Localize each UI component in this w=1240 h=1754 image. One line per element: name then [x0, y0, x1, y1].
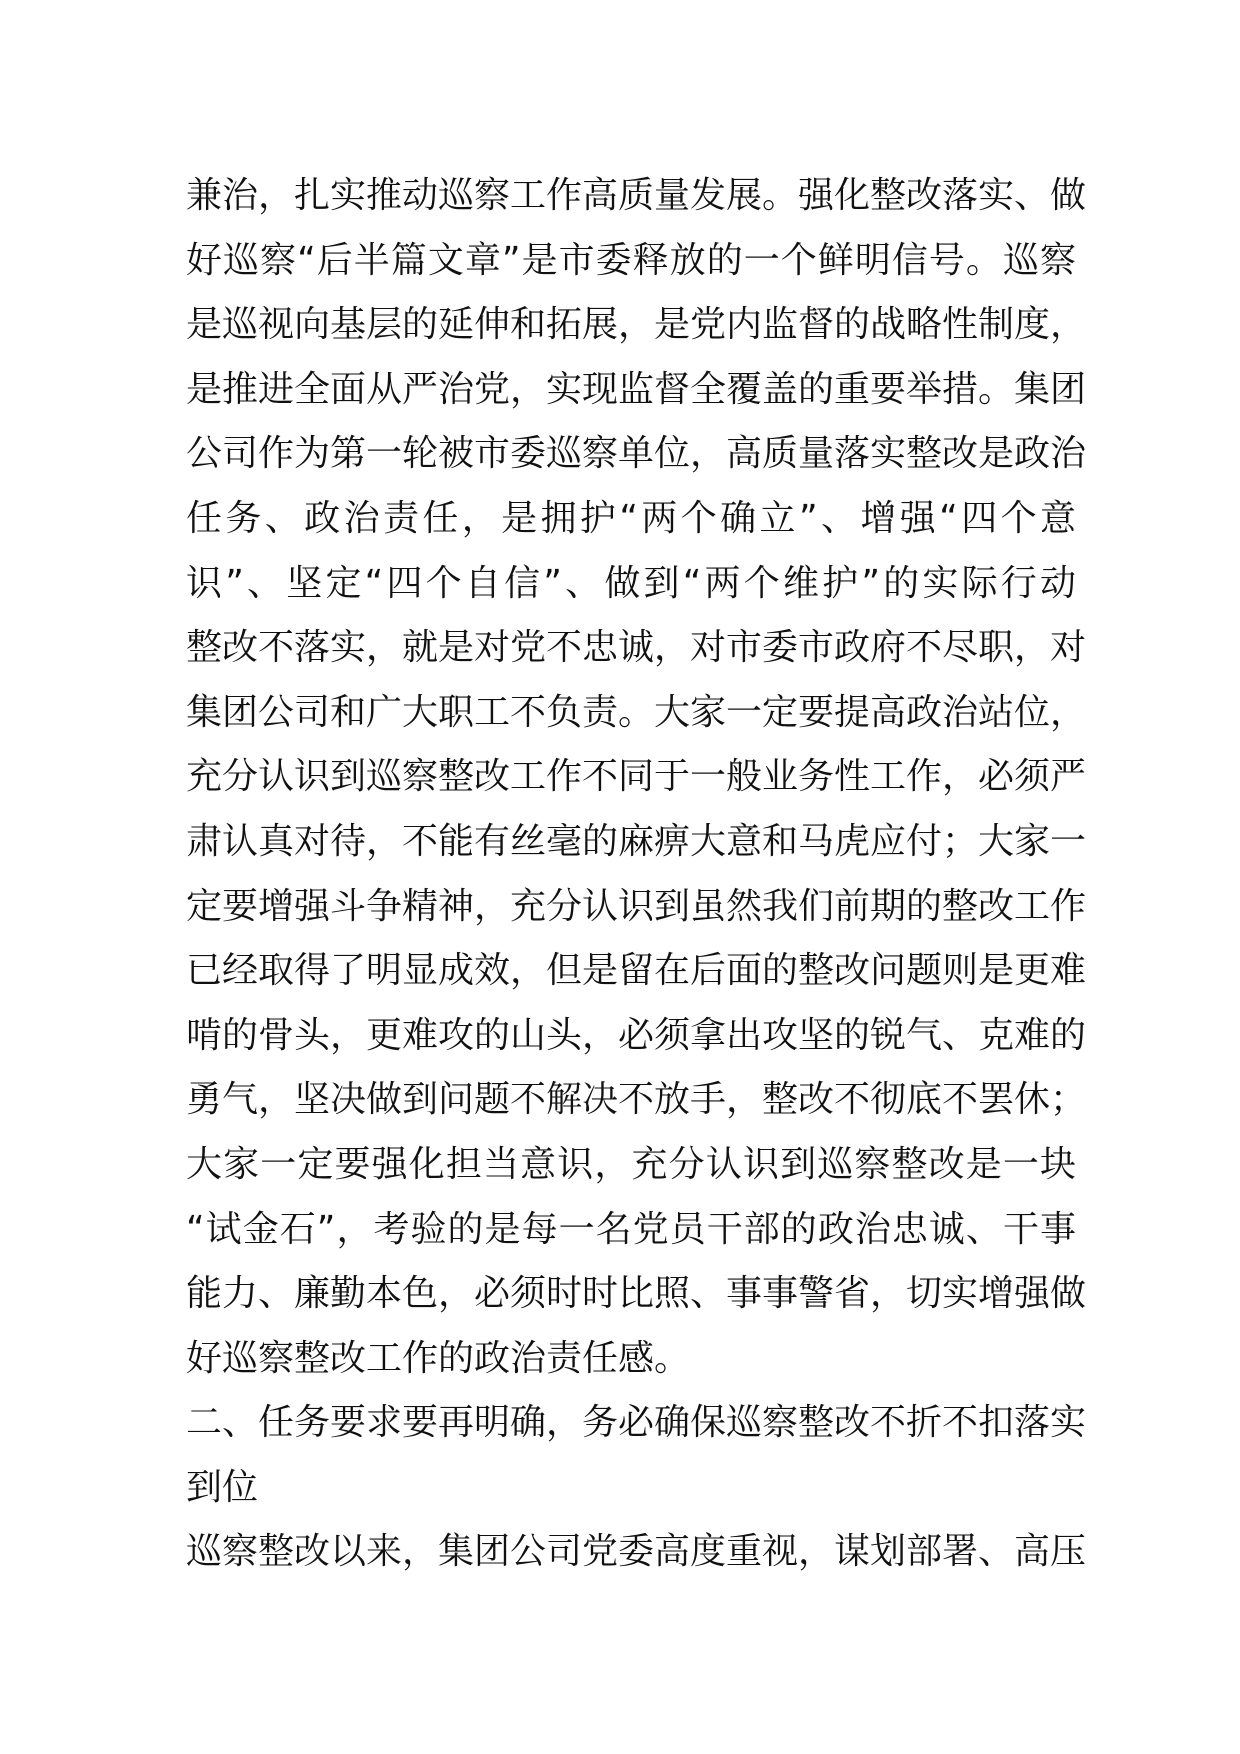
text-line: 好巡察“后半篇文章”是市委释放的一个鲜明信号。巡察 [186, 239, 1076, 281]
text-line: 好巡察整改工作的政治责任感。 [186, 1337, 691, 1379]
text-line: 是推进全面从严治党，实现监督全覆盖的重要举措。集团 [186, 368, 1087, 410]
text-line: 识”、坚定“四个自信”、做到“两个维护”的实际行动 [186, 562, 1076, 604]
text-line: 能力、廉勤本色，必须时时比照、事事警省，切实增强做 [186, 1273, 1087, 1315]
text-line: 肃认真对待，不能有丝毫的麻痹大意和马虎应付；大家一 [186, 820, 1087, 862]
text-line: 啃的骨头，更难攻的山头，必须拿出攻坚的锐气、克难的 [186, 1014, 1087, 1056]
text-line: 集团公司和广大职工不负责。大家一定要提高政治站位， [186, 691, 1087, 733]
text-line: 是巡视向基层的延伸和拓展，是党内监督的战略性制度， [186, 304, 1087, 346]
text-line: 整改不落实，就是对党不忠诚，对市委市政府不尽职，对 [186, 627, 1087, 669]
text-line: “试金石”，考验的是每一名党员干部的政治忠诚、干事 [186, 1208, 1076, 1250]
text-line: 兼治，扎实推动巡察工作高质量发展。强化整改落实、做 [186, 175, 1087, 216]
text-line: 公司作为第一轮被市委巡察单位，高质量落实整改是政治 [186, 433, 1087, 475]
text-line: 任务、政治责任，是拥护“两个确立”、增强“四个意 [186, 497, 1076, 539]
section-heading-line: 二、任务要求要再明确，务必确保巡察整改不折不扣落实 [186, 1402, 1087, 1444]
section-heading-line: 到位 [186, 1466, 259, 1508]
text-line: 巡察整改以来，集团公司党委高度重视，谋划部署、高压 [186, 1531, 1087, 1573]
text-line: 大家一定要强化担当意识，充分认识到巡察整改是一块 [186, 1143, 1076, 1185]
document-body [186, 164, 1087, 1585]
text-line: 定要增强斗争精神，充分认识到虽然我们前期的整改工作 [186, 885, 1087, 927]
text-line: 充分认识到巡察整改工作不同于一般业务性工作，必须严 [186, 756, 1087, 798]
text-line: 已经取得了明显成效，但是留在后面的整改问题则是更难 [186, 950, 1087, 992]
text-line: 勇气，坚决做到问题不解决不放手，整改不彻底不罢休； [186, 1079, 1087, 1121]
